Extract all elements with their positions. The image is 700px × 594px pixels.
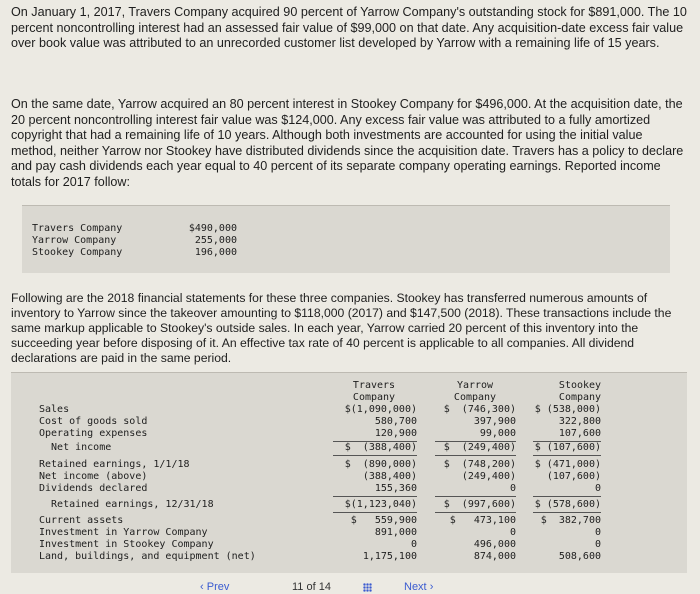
prev-label: Prev xyxy=(206,581,230,593)
cell-travers: $ (388,400) xyxy=(344,442,417,453)
row-label: Cost of goods sold xyxy=(39,416,148,427)
income-amount: $490,000 xyxy=(188,223,237,234)
row-label: Net income (above) xyxy=(39,471,148,482)
grid-icon[interactable] xyxy=(363,583,372,592)
cell-stookey: $ (538,000) xyxy=(534,404,601,415)
cell-stookey: $ (471,000) xyxy=(534,459,601,470)
subtotal-rule xyxy=(333,496,417,497)
cell-yarrow: $ (997,600) xyxy=(443,499,516,510)
cell-travers: 891,000 xyxy=(374,527,417,538)
cell-stookey: 322,800 xyxy=(558,416,601,427)
row-label: Investment in Stookey Company xyxy=(39,539,214,550)
next-label: Next xyxy=(404,581,427,593)
cell-travers: $(1,123,040) xyxy=(344,499,417,510)
row-label: Investment in Yarrow Company xyxy=(39,527,208,538)
cell-yarrow: 0 xyxy=(509,483,516,494)
cell-stookey: 508,600 xyxy=(558,551,601,562)
cell-yarrow: 0 xyxy=(509,527,516,538)
cell-yarrow: $ (746,300) xyxy=(443,404,516,415)
cell-stookey: $ (107,600) xyxy=(534,442,601,453)
cell-travers: 155,360 xyxy=(374,483,417,494)
statements-intro-paragraph: Following are the 2018 financial statements for these three companies. Stookey has transferred numerous amounts of inventory to Yarrow since the takeover amounting to $118,000 (2017) and $147,500 (2018). These transactions include the same markup applicable to Stookey's outside sales. In each year, Yarrow carried 20 percent of this inventory into the succeeding year before disposing of it. An effective tax rate of 40 percent is applicable to all companies. All dividend declarations are paid in the same period. xyxy=(11,291,672,365)
cell-stookey: (107,600) xyxy=(546,471,601,482)
cell-yarrow: $ 473,100 xyxy=(449,515,516,526)
cell-yarrow: 496,000 xyxy=(473,539,516,550)
income-company: Yarrow Company xyxy=(32,235,117,246)
row-label: Operating expenses xyxy=(39,428,148,439)
cell-yarrow: $ (249,400) xyxy=(443,442,516,453)
cell-travers: 580,700 xyxy=(374,416,417,427)
cell-yarrow: 874,000 xyxy=(473,551,516,562)
intro-paragraph-1: On January 1, 2017, Travers Company acquired 90 percent of Yarrow Company's outstanding stock for $891,000. The 10 percent noncontrolling interest had an assessed fair value of $99,000 on that date. Any acquisition-date excess fair value over book value was attributed to an unrecorded customer list developed by Yarrow with a remaining life of 15 years. xyxy=(11,5,687,51)
subtotal-rule xyxy=(533,496,601,497)
row-label: Retained earnings, 1/1/18 xyxy=(39,459,190,470)
income-company: Stookey Company xyxy=(32,247,123,258)
total-rule xyxy=(533,455,601,456)
income-amount: 196,000 xyxy=(194,247,237,258)
intro-paragraph-2: On the same date, Yarrow acquired an 80 percent interest in Stookey Company for $496,000. At the acquisition date, the 20 percent noncontrolling interest fair value was $124,000. Any excess fair value was attributed to a fully amortized copyright that had a remaining life of 10 years. Although both investments are accounted for using the initial value method, neither Yarrow nor Stookey have distributed dividends since the acquisition date. Travers has a policy to declare and pay cash dividends each year equal to 40 percent of its separate company operating earnings. Reported income totals for 2017 follow: xyxy=(11,97,684,189)
row-label: Land, buildings, and equipment (net) xyxy=(39,551,256,562)
income-company: Travers Company xyxy=(32,223,123,234)
cell-stookey: 0 xyxy=(594,539,601,550)
cell-travers: $ 559,900 xyxy=(350,515,417,526)
cell-travers: $(1,090,000) xyxy=(344,404,417,415)
cell-stookey: 107,600 xyxy=(558,428,601,439)
subtotal-rule xyxy=(435,496,516,497)
header-yarrow-line1: Yarrow xyxy=(456,380,494,391)
total-rule xyxy=(435,455,516,456)
row-label: Sales xyxy=(39,404,70,415)
next-button[interactable] xyxy=(404,581,433,593)
cell-stookey: $ (578,600) xyxy=(534,499,601,510)
cell-stookey: $ 382,700 xyxy=(540,515,601,526)
total-rule xyxy=(533,512,601,513)
page-indicator: 11 of 14 xyxy=(292,581,331,593)
prev-button[interactable] xyxy=(200,581,229,593)
chevron-left-icon: ‹ xyxy=(200,581,204,593)
income-amount: 255,000 xyxy=(194,235,237,246)
header-yarrow-line2: Company xyxy=(453,392,497,403)
chevron-right-icon: › xyxy=(429,581,434,593)
cell-travers: $ (890,000) xyxy=(344,459,417,470)
cell-yarrow: 99,000 xyxy=(479,428,516,439)
header-stookey-line2: Company xyxy=(558,392,602,403)
total-rule xyxy=(435,512,516,513)
financial-statements-table xyxy=(11,372,687,573)
header-stookey-line1: Stookey xyxy=(558,380,602,391)
row-label: Current assets xyxy=(39,515,124,526)
total-rule xyxy=(333,455,417,456)
header-travers-line2: Company xyxy=(352,392,396,403)
cell-travers: (388,400) xyxy=(362,471,417,482)
header-travers-line1: Travers xyxy=(352,380,396,391)
row-label: Net income xyxy=(39,442,112,453)
cell-yarrow: (249,400) xyxy=(461,471,516,482)
cell-travers: 1,175,100 xyxy=(362,551,417,562)
income-2017-table xyxy=(22,205,670,273)
cell-yarrow: 397,900 xyxy=(473,416,516,427)
cell-travers: 0 xyxy=(410,539,417,550)
cell-stookey: 0 xyxy=(594,483,601,494)
total-rule xyxy=(333,512,417,513)
row-label: Retained earnings, 12/31/18 xyxy=(39,499,214,510)
row-label: Dividends declared xyxy=(39,483,148,494)
cell-yarrow: $ (748,200) xyxy=(443,459,516,470)
cell-stookey: 0 xyxy=(594,527,601,538)
cell-travers: 120,900 xyxy=(374,428,417,439)
